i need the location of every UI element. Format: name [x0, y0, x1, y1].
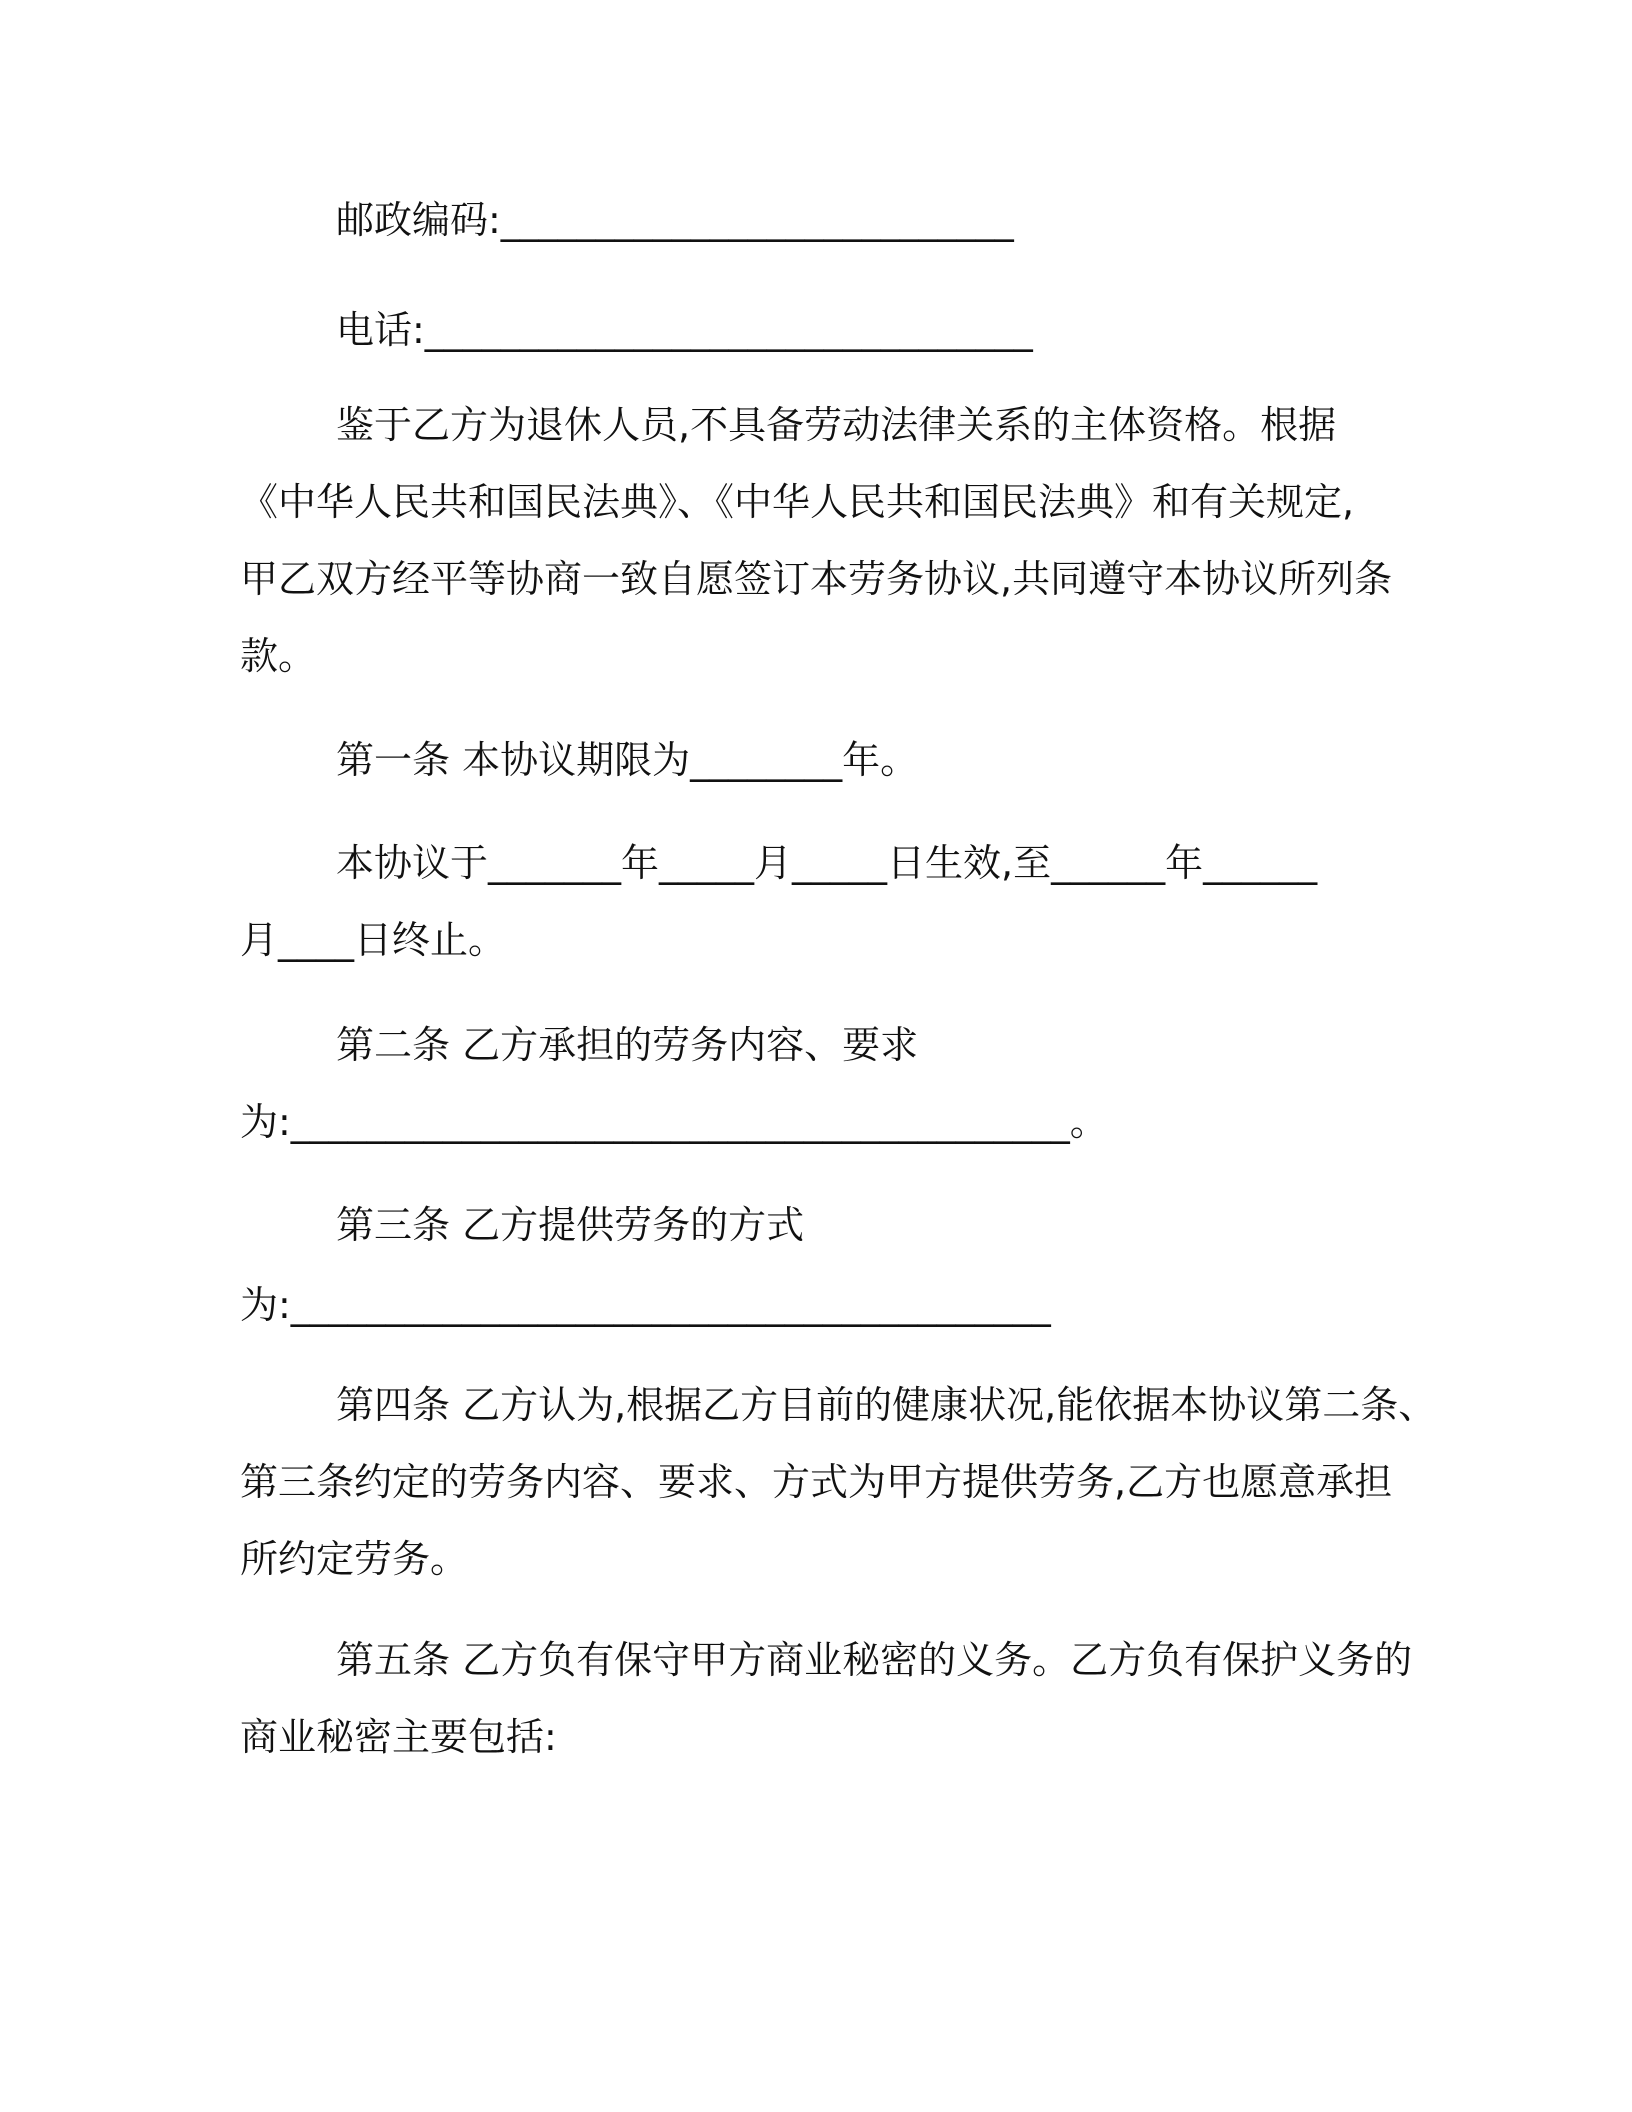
article-3-field: 为:________________________________________ [240, 1283, 1051, 1327]
article-1-dates-line-1: 本协议于_______年_____月_____日生效,至______年______ [336, 841, 1318, 885]
article-1-dates-line-2: 月____日终止。 [240, 918, 507, 962]
article-5-line-1: 第五条 乙方负有保守甲方商业秘密的义务。乙方负有保护义务的 [336, 1638, 1413, 1682]
preamble-line-4: 款。 [240, 634, 317, 678]
phone-field: 电话:________________________________ [336, 308, 1033, 352]
preamble-line-1: 鉴于乙方为退休人员,不具备劳动法律关系的主体资格。根据 [336, 403, 1337, 447]
preamble-line-2: 《中华人民共和国民法典》、《中华人民共和国民法典》和有关规定, [240, 480, 1355, 524]
postal-code-field: 邮政编码:___________________________ [336, 198, 1014, 242]
article-2-field: 为:_________________________________________。 [240, 1100, 1108, 1144]
article-4-line-3: 所约定劳务。 [240, 1537, 469, 1581]
article-4-line-1: 第四条 乙方认为,根据乙方目前的健康状况,能依据本协议第二条、 [336, 1383, 1437, 1427]
article-5-line-2: 商业秘密主要包括: [240, 1715, 557, 1759]
article-1-term: 第一条 本协议期限为________年。 [336, 738, 919, 782]
article-4-line-2: 第三条约定的劳务内容、要求、方式为甲方提供劳务,乙方也愿意承担 [240, 1460, 1393, 1504]
preamble-line-3: 甲乙双方经平等协商一致自愿签订本劳务协议,共同遵守本协议所列条 [240, 557, 1393, 601]
article-2-heading: 第二条 乙方承担的劳务内容、要求 [336, 1023, 919, 1067]
article-3-heading: 第三条 乙方提供劳务的方式 [336, 1203, 805, 1247]
